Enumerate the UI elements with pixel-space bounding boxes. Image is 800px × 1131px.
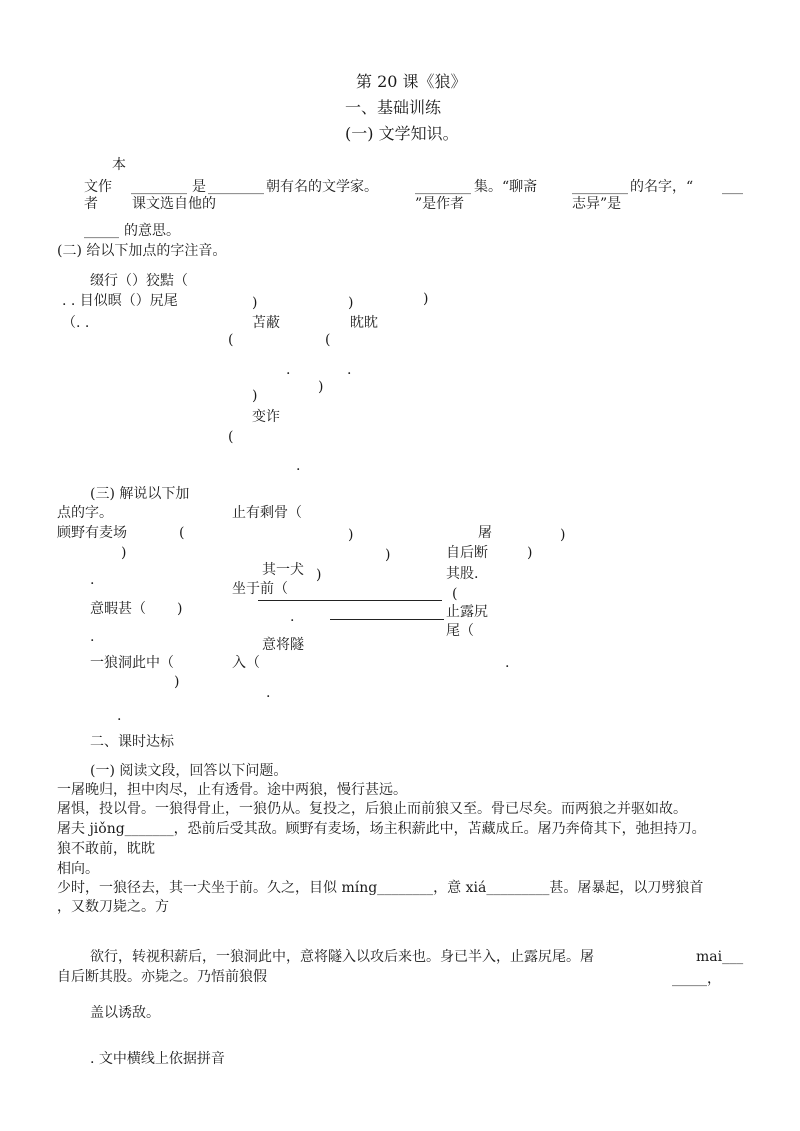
jieshuo-paren: ) — [348, 527, 354, 543]
dot-mark: . — [266, 685, 271, 701]
zhuyin-paren: ( — [325, 332, 331, 348]
blank-name[interactable]: ________ — [572, 179, 628, 195]
lit-zhe: 者 — [84, 196, 98, 212]
lit-ji: 集。“聊斋 — [474, 179, 538, 195]
jieshuo-heading: (三) 解说以下加 — [90, 486, 190, 502]
dot-mark: . — [90, 629, 95, 645]
zhuyin-paren: ( — [228, 429, 234, 445]
lesson-title: 第 20 课《狼》 — [356, 72, 467, 91]
word-bianzha: 变诈 — [252, 409, 280, 425]
phrase-ru: 入（ — [232, 655, 260, 671]
jieshuo-paren: ) — [316, 567, 322, 583]
zhuyin-paren: ) — [348, 295, 354, 311]
zhuyin-row-2: . . 目似暝（）尻尾 — [62, 293, 178, 309]
passage-line: 屠夫 jiǒng_______，恐前后受其敌。顾野有麦场，场主积薪此中，苫藏成丘。屠乃奔倚其下，弛担持刀。 — [57, 821, 706, 837]
zhuyin-row-3: （. . — [62, 315, 90, 331]
zhuyin-paren: ) — [252, 295, 258, 311]
passage-line: 自后断其股。亦毙之。乃悟前狼假 — [57, 969, 267, 985]
phrase-yijiangsui: 意将隧 — [262, 637, 304, 653]
part2-subheading: (一) 阅读文段，回答以下问题。 — [90, 763, 288, 779]
phrase-zhilu: 止露尻 — [446, 604, 488, 620]
passage-line: 狼不敢前，眈眈 — [57, 841, 155, 857]
dot-mark: . — [290, 609, 295, 625]
dot-mark: . — [90, 572, 95, 588]
jieshuo-paren: ) — [527, 545, 533, 561]
word-tu: 屠 — [478, 525, 492, 541]
pinyin-blank-mai[interactable]: mai___ — [696, 949, 744, 965]
dot-mark: . — [347, 362, 352, 378]
section-title: 一、基础训练 — [345, 98, 442, 117]
dot-mark: . — [286, 362, 291, 378]
part2-heading: 二、课时达标 — [90, 734, 174, 750]
phrase-qigu: 其股. — [446, 566, 479, 582]
question-1: . 文中横线上依据拼音 — [90, 1051, 225, 1067]
phrase-zhiyou: 止有剩骨（ — [232, 505, 302, 521]
lit-shi-zuozhe: ”是作者 — [415, 196, 465, 212]
phrase-zihou: 自后断 — [446, 545, 488, 561]
jieshuo-heading-2: 点的字。 — [57, 505, 113, 521]
phrase-qiyiquan: 其一犬 — [262, 562, 304, 578]
jieshuo-paren: ( — [179, 525, 185, 541]
zhuyin-paren: ( — [228, 332, 234, 348]
zhuyin-paren: ) — [318, 379, 324, 395]
lit-mingzi: 的名字，“ — [630, 179, 694, 195]
jieshuo-paren: ( — [452, 586, 458, 602]
phrase-wei: 尾（ — [446, 623, 474, 639]
answer-line[interactable] — [258, 600, 442, 601]
lit-shi: 是 — [192, 179, 206, 195]
jieshuo-paren: ) — [174, 674, 180, 690]
blank-collection[interactable]: ________ — [415, 179, 471, 195]
word-kubi: 苫蔽 — [252, 315, 280, 331]
word-dandan: 眈眈 — [350, 315, 378, 331]
dot-mark: . — [505, 655, 510, 671]
phrase-guye: 顾野有麦场 — [57, 525, 127, 541]
subsection-title: (一) 文学知识。 — [345, 124, 459, 143]
dot-mark: . — [117, 708, 122, 724]
lit-zhiyi: 志异”是 — [572, 196, 622, 212]
jieshuo-paren: ) — [560, 527, 566, 543]
answer-line[interactable] — [330, 619, 444, 620]
answer-blank[interactable]: _____， — [672, 971, 721, 987]
blank-meaning-a[interactable]: ___ — [722, 179, 743, 195]
zhuyin-row-1: 缀行（）狡黠（ — [90, 273, 188, 289]
zhuyin-paren: ) — [423, 291, 429, 307]
lit-chao: 朝有名的文学家。 — [266, 179, 378, 195]
zhuyin-heading: (二) 给以下加点的字注音。 — [57, 243, 227, 259]
passage-line: 一屠晚归，担中肉尽，止有透骨。途中两狼，慢行甚远。 — [57, 782, 407, 798]
dot-mark: . — [296, 458, 301, 474]
lit-wenzuo: 文作 — [84, 179, 112, 195]
passage-line: 屠惧，投以骨。一狼得骨止，一狼仍从。复投之，后狼止而前狼又至。骨已尽矣。而两狼之并驱如故。 — [57, 801, 687, 817]
passage-line: ，又数刀毙之。方 — [57, 899, 169, 915]
phrase-yixia: 意暇甚（ — [90, 601, 146, 617]
lit-yisi: 的意思。 — [124, 223, 180, 239]
zhuyin-paren: ) — [252, 388, 258, 404]
jieshuo-paren: ) — [121, 545, 127, 561]
passage-line: 欲行，转视积薪后，一狼洞此中，意将隧入以攻后来也。身已半入，止露尻尾。屠 — [90, 949, 594, 965]
lit-kewen: 课文选自他的 — [132, 196, 216, 212]
blank-author[interactable]: ________ — [131, 179, 187, 195]
jieshuo-paren: ) — [177, 601, 183, 617]
passage-line: 盖以诱敌。 — [90, 1005, 160, 1021]
phrase-zuoyuqian: 坐于前（ — [232, 581, 288, 597]
blank-meaning-b[interactable]: _____ — [84, 223, 119, 239]
blank-dynasty[interactable]: ________ — [208, 179, 264, 195]
passage-line: 少时，一狼径去，其一犬坐于前。久之，目似 míng________，意 xiá_________甚。屠暴起，以刀劈狼首 — [57, 880, 704, 896]
lit-ben: 本 — [112, 157, 126, 173]
passage-line: 相向。 — [57, 861, 99, 877]
jieshuo-paren: ) — [385, 547, 391, 563]
phrase-yilang: 一狼洞此中（ — [90, 655, 174, 671]
